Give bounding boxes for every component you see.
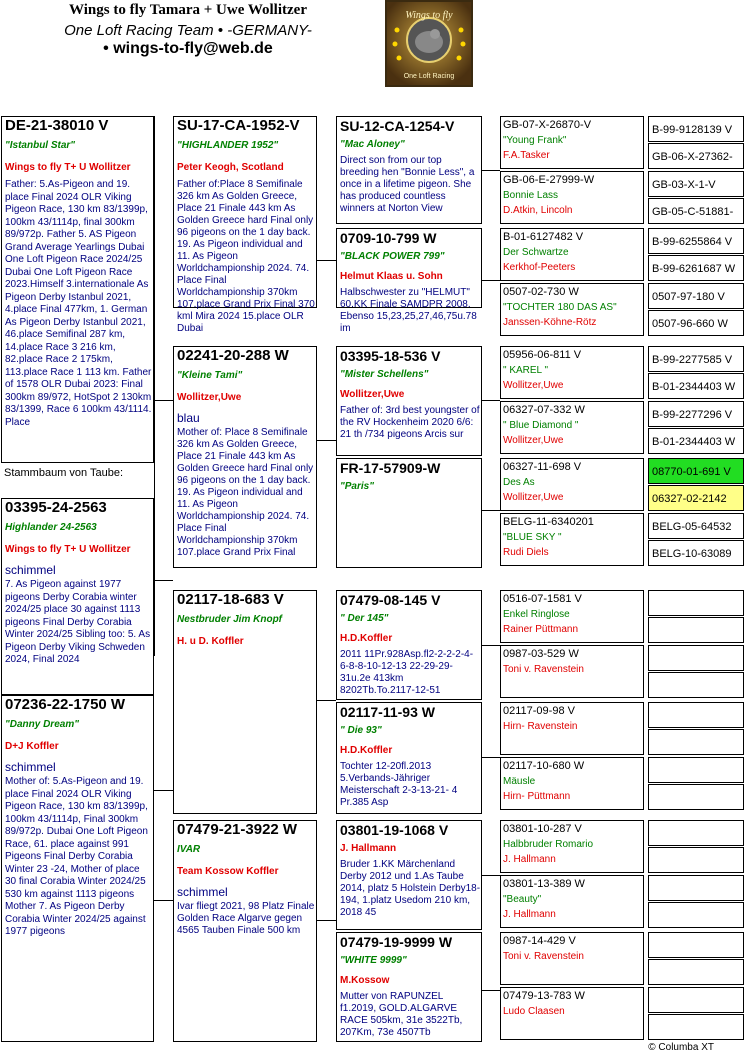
gen5-card-highlighted[interactable]: 08770-01-691 V (648, 458, 744, 484)
ring-number: GB-07-X-26870-V (503, 119, 592, 131)
connector (481, 757, 500, 758)
gen5-card[interactable] (648, 902, 744, 928)
ring-number: 02241-20-288 W (177, 347, 289, 364)
great-grandparent-card[interactable] (336, 458, 482, 568)
pigeon-description: Mutter von RAPUNZEL f1.2019, GOLD.ALGARVE RACE 505km, 31e 3522Tb, 207Km, 73e 4507Tb (340, 991, 463, 1038)
pigeon-description: 7. As Pigeon against 1977 pigeons Derby Corabia winter 2024/25 place 30 against 1113 pigeons Final Derby Corabia Winter 2024/25 Sibling too: 5. As Pigeon Derby Viking Schweden 2024, Final 2024 (5, 579, 151, 665)
gen4-card[interactable] (500, 458, 644, 511)
ring-number: 0987-14-429 V (503, 935, 576, 947)
pigeon-description: Bruder 1.KK Märchenland Derby 2012 und 1.As Taube 2014, platz 5 Holstein Derby18-194, 1.platz Usedom 210 km, 2018 45 (340, 859, 481, 918)
breeder-name: Ludo Claasen (503, 1006, 565, 1017)
pigeon-nickname: Highlander 24-2563 (5, 522, 97, 533)
gen4-card[interactable] (500, 645, 644, 698)
pigeon-color: blau (177, 411, 200, 425)
pigeon-nickname: " Der 145" (340, 613, 389, 624)
gen5-card[interactable] (648, 875, 744, 901)
gen5-card[interactable] (648, 645, 744, 671)
copyright-note: © Columba XT (648, 1042, 714, 1053)
breeder-name: H.D.Koffler (340, 745, 393, 756)
pigeon-nickname: " KAREL " (503, 365, 549, 376)
breeder-name: Peter Keogh, Scotland (177, 162, 284, 173)
breeder-name: J. Hallmann (340, 843, 397, 854)
pigeon-nickname: "Mister Schellens" (340, 369, 429, 380)
gen5-card[interactable] (648, 847, 744, 873)
ring-number: 07236-22-1750 W (5, 696, 126, 713)
ring-number: 0709-10-799 W (340, 230, 437, 246)
gen5-card[interactable]: GB-06-X-27362- (648, 143, 744, 169)
connector (481, 400, 500, 401)
svg-text:Wings to fly: Wings to fly (405, 10, 453, 21)
pigeon-nickname: " Die 93" (340, 725, 382, 736)
pigeon-description: 2011 11Pr.928Asp.fl2-2-2-2-4-6-8-8-10-12-13 22-29-29-31u.2e 413km 8202Tb.To.2117-12-51 (340, 649, 474, 696)
great-grandparent-card[interactable] (336, 116, 482, 224)
great-grandparent-card[interactable] (336, 228, 482, 334)
gen5-card[interactable] (648, 757, 744, 783)
breeder-name: Team Kossow Koffler (177, 866, 279, 877)
gen5-card[interactable] (648, 617, 744, 643)
ring-number: B-01-6127482 V (503, 231, 584, 243)
breeder-name: J. Hallmann (503, 854, 556, 865)
ring-number: 03801-19-1068 V (340, 822, 449, 838)
grandparent-card[interactable] (173, 590, 317, 814)
ring-number: 07479-19-9999 W (340, 934, 453, 950)
ring-number: 07479-08-145 V (340, 592, 441, 608)
breeder-name: Rainer Püttmann (503, 624, 579, 635)
grandparent-card[interactable] (173, 116, 317, 334)
gen5-card[interactable]: GB-05-C-51881- (648, 198, 744, 224)
pigeon-description: Mother of: Place 8 Semifinale 326 km As Golden Greece, Place 21 Finale 443 km As Golden Greece hard Final only 96 pigeons on the 1 day back. 19. As Pigeon individual and 11. As Pigeon Worldchampionship 2024. 74. Place Final Worldchampionship 370km 107.place Grand Prix Final (177, 427, 314, 558)
svg-text:One Loft Racing: One Loft Racing (403, 73, 455, 80)
breeder-name: H.D.Koffler (340, 633, 393, 644)
great-grandparent-card[interactable] (336, 346, 482, 456)
gen5-card[interactable] (648, 820, 744, 846)
subject-pigeon-card[interactable] (1, 116, 154, 463)
pigeon-nickname: "Kleine Tami" (177, 370, 243, 381)
connector (481, 280, 500, 281)
pedigree-label: Stammbaum von Taube: (4, 467, 124, 479)
breeder-name: D+J Koffler (5, 741, 59, 752)
breeder-name: D.Atkin, Lincoln (503, 205, 573, 216)
pigeon-nickname: "Young Frank" (503, 135, 567, 146)
breeder-name: Helmut Klaas u. Sohn (340, 271, 443, 282)
pigeon-description: Father of: 3rd best youngster of the RV Hockenheim 2020 6/6: 21 th /734 pigeons Arcis sur (340, 405, 480, 440)
gen5-card[interactable] (648, 959, 744, 985)
breeder-name: Janssen-Köhne-Rötz (503, 317, 597, 328)
ring-number: 02117-18-683 V (177, 591, 284, 608)
connector (154, 400, 173, 401)
email-link[interactable]: • wings-to-fly@web.de (103, 40, 273, 57)
pigeon-nickname: Mäusle (503, 776, 536, 787)
wings-to-fly-logo (385, 0, 473, 87)
gen5-card[interactable] (648, 590, 744, 616)
gen5-card[interactable]: BELG-05-64532 (648, 513, 744, 539)
pigeon-description: Father of:Place 8 Semifinale 326 km As Golden Greece, Place 21 Finale 443 km As Golden Greece hard Final only 96 pigeons on the 1 day back. 19. As Pigeon individual and 11. As Pigeon Worldchampionship 2024. 74. Place Final Worldchampionship 370km 107.place Grand Prix Final 370 kml Mira 2024 15.place OLR Dubai (177, 179, 315, 334)
ring-number: 03801-10-287 V (503, 823, 582, 835)
pigeon-nickname: Nestbruder Jim Knopf (177, 614, 283, 625)
ring-number: 03801-13-389 W (503, 878, 585, 890)
pigeon-description: Halbschwester zu "HELMUT" 60.KK Finale SAMDPR 2008. Ebenso 15,23,25,27,46,75u.78 im (340, 287, 477, 334)
pigeon-nickname: "BLUE SKY " (503, 532, 562, 543)
connector (481, 170, 500, 171)
great-grandparent-card[interactable] (336, 820, 482, 930)
breeder-name: Hirn- Püttmann (503, 791, 571, 802)
gen5-card[interactable]: BELG-10-63089 (648, 540, 744, 566)
gen5-card[interactable]: 0507-96-660 W (648, 310, 744, 336)
pigeon-description: Direct son from our top breeding hen "Bonnie Less", a once in a lifetime pigeon. She has produced countless winners at Norton View (340, 155, 475, 214)
ring-number: 06327-11-698 V (503, 461, 582, 473)
connector (316, 700, 336, 701)
pigeon-nickname: "Istanbul Star" (5, 140, 76, 151)
gen5-card[interactable] (648, 672, 744, 698)
pigeon-nickname: "WHITE 9999" (340, 955, 407, 966)
gen4-card[interactable] (500, 987, 644, 1040)
team-subtitle: One Loft Racing Team • -GERMANY- (64, 22, 312, 39)
pigeon-nickname: "HIGHLANDER 1952" (177, 140, 279, 151)
mother-card[interactable] (1, 695, 154, 1042)
breeder-name: M.Kossow (340, 975, 390, 986)
breeder-name: Rudi Diels (503, 547, 549, 558)
gen4-card[interactable] (500, 228, 644, 281)
gen5-card[interactable]: B-01-2344403 W (648, 428, 744, 454)
pigeon-nickname: "BLACK POWER 799" (340, 251, 445, 262)
gen4-card[interactable] (500, 932, 644, 985)
gen5-card[interactable] (648, 702, 744, 728)
breeder-name: Wollitzer,Uwe (177, 392, 242, 403)
gen4-card[interactable] (500, 590, 644, 643)
pigeon-color: schimmel (5, 760, 56, 774)
breeder-name: Kerkhof-Peeters (503, 262, 576, 273)
ring-number: DE-21-38010 V (5, 117, 109, 134)
ring-number: 07479-13-783 W (503, 990, 585, 1002)
ring-number: 06327-07-332 W (503, 404, 585, 416)
pigeon-nickname: "TOCHTER 180 DAS AS" (503, 302, 617, 313)
ring-number: BELG-11-6340201 (503, 516, 594, 528)
gen4-card[interactable] (500, 116, 644, 169)
breeder-name: Wollitzer,Uwe (503, 435, 564, 446)
gen4-card[interactable] (500, 401, 644, 454)
breeder-name: Hirn- Ravenstein (503, 721, 578, 732)
connector (316, 260, 336, 261)
connector (481, 990, 500, 991)
pigeon-description: Mother of: 5.As-Pigeon and 19. place Final 2024 OLR Viking Pigeon Race, 130 km 83/1399p, 100km 43/1114p, Final 300km 89/972p. Dubai One Loft Pigeon Race, 61. place against 991 Pigeons Final Derby Corabia Winter 23 -24, Mother of place 30 final Corabia Winter 2024/25 530 km against 1113 pigeons Mother 7. As Pigeon Derby Corabia Winter 2024/25 against 1977 pigeons (5, 776, 148, 937)
pigeon-nickname: IVAR (177, 844, 201, 855)
ring-number: FR-17-57909-W (340, 460, 441, 476)
ring-number: 0987-03-529 W (503, 648, 579, 660)
page-title: Wings to fly Tamara + Uwe Wollitzer (69, 2, 307, 18)
ring-number: 02117-09-98 V (503, 705, 575, 717)
great-grandparent-card[interactable] (336, 702, 482, 814)
ring-number: GB-06-E-27999-W (503, 174, 595, 186)
breeder-name: Wings to fly T+ U Wollitzer (5, 544, 131, 555)
connector (154, 580, 173, 581)
connector (154, 900, 173, 901)
gen4-card[interactable] (500, 820, 644, 873)
pigeon-nickname: Bonnie Lass (503, 190, 559, 201)
ring-number: SU-12-CA-1254-V (340, 118, 455, 134)
breeder-name: Wollitzer,Uwe (503, 492, 564, 503)
connector (481, 510, 500, 511)
breeder-name: Wollitzer,Uwe (503, 380, 564, 391)
gen4-card[interactable] (500, 702, 644, 755)
pigeon-description: Tochter 12-20fl.2013 5.Verbands-Jähriger Meisterschaft 2-3-13-21- 4 Pr.385 Asp (340, 761, 458, 808)
gen5-card[interactable] (648, 987, 744, 1013)
gen4-card[interactable] (500, 346, 644, 399)
connector (481, 875, 500, 876)
gen5-card[interactable]: B-99-2277296 V (648, 401, 744, 427)
connector (316, 440, 336, 441)
pigeon-nickname: Halbbruder Romario (503, 839, 594, 850)
breeder-name: F.A.Tasker (503, 150, 550, 161)
breeder-name: Toni v. Ravenstein (503, 951, 584, 962)
pigeon-nickname: Enkel Ringlose (503, 609, 570, 620)
pigeon-nickname: "Beauty" (503, 894, 542, 905)
pigeon-nickname: "Mac Aloney" (340, 139, 405, 150)
grandparent-card[interactable] (173, 820, 317, 1042)
breeder-name: J. Hallmann (503, 909, 556, 920)
gen4-card[interactable] (500, 875, 644, 928)
connector (316, 920, 336, 921)
gen5-card[interactable] (648, 1014, 744, 1040)
gen5-card[interactable]: B-99-2277585 V (648, 346, 744, 372)
father-card[interactable] (1, 498, 154, 695)
pigeon-nickname: Der Schwartze (503, 247, 569, 258)
ring-number: 0507-02-730 W (503, 286, 579, 298)
gen5-card-highlighted[interactable]: 06327-02-2142 (648, 485, 744, 511)
gen5-card[interactable]: B-99-6255864 V (648, 228, 744, 254)
ring-number: 0516-07-1581 V (503, 593, 582, 605)
pigeon-color: schimmel (5, 563, 56, 577)
gen5-card[interactable]: 0507-97-180 V (648, 283, 744, 309)
pigeon-nickname: "Danny Dream" (5, 719, 79, 730)
pigeon-nickname: "Paris" (340, 481, 374, 492)
gen5-card[interactable] (648, 784, 744, 810)
breeder-name: Wings to fly T+ U Wollitzer (5, 162, 131, 173)
ring-number: 02117-11-93 W (340, 704, 435, 720)
ring-number: 07479-21-3922 W (177, 821, 298, 838)
gen5-card[interactable]: B-01-2344403 W (648, 373, 744, 399)
breeder-name: Wollitzer,Uwe (340, 389, 405, 400)
breeder-name: Toni v. Ravenstein (503, 664, 584, 675)
gen5-card[interactable] (648, 729, 744, 755)
gen5-card[interactable]: B-99-6261687 W (648, 255, 744, 281)
ring-number: 03395-24-2563 (5, 499, 107, 516)
ring-number: 05956-06-811 V (503, 349, 582, 361)
ring-number: 03395-18-536 V (340, 348, 441, 364)
pigeon-description: Father: 5.As-Pigeon and 19. place Final 2024 OLR Viking Pigeon Race, 130 km 83/1399p, 100km 43/1114p, final 300km 89/972p. Father 5. AS Pigeon Grand Average Yearlings Dubai One Loft Pigeon Race 2024/25 Dubai One Loft Pigeon Race 2023.Himself 3.internationale As Pigeon Derby Istanbul 2021, 4.place Final 477km, 1. German As Pigeon Derby Istanbul 2021, 46.place Semifinal 287 km, 14.place Race 3 216 km, 82.place Race 2 175km, 113.place Race 1 113 km. Father of 1578 OLR Dubai 2023: Final 300km 89/972, HotSpot 2 130km 83/1399, Race 6 100km 43/1114. Place (5, 179, 152, 428)
grandparent-card[interactable] (173, 346, 317, 568)
connector (481, 645, 500, 646)
ring-number: SU-17-CA-1952-V (177, 117, 300, 134)
ring-number: 02117-10-680 W (503, 760, 585, 772)
connector (154, 790, 173, 791)
gen5-card[interactable]: B-99-9128139 V (648, 116, 744, 142)
great-grandparent-card[interactable] (336, 932, 482, 1042)
gen4-card[interactable] (500, 283, 644, 336)
gen5-card[interactable] (648, 932, 744, 958)
great-grandparent-card[interactable] (336, 590, 482, 700)
gen4-card[interactable] (500, 757, 644, 810)
gen5-card[interactable]: GB-03-X-1-V (648, 171, 744, 197)
breeder-name: H. u D. Koffler (177, 636, 244, 647)
connector (154, 116, 155, 656)
pigeon-description: Ivar fliegt 2021, 98 Platz Finale Golden Race Algarve gegen 4565 Tauben Finale 500 km (177, 901, 315, 936)
gen4-card[interactable] (500, 513, 644, 566)
pigeon-color: schimmel (177, 885, 228, 899)
gen4-card[interactable] (500, 171, 644, 224)
pigeon-nickname: Des As (503, 477, 535, 488)
pigeon-nickname: " Blue Diamond " (503, 420, 579, 431)
